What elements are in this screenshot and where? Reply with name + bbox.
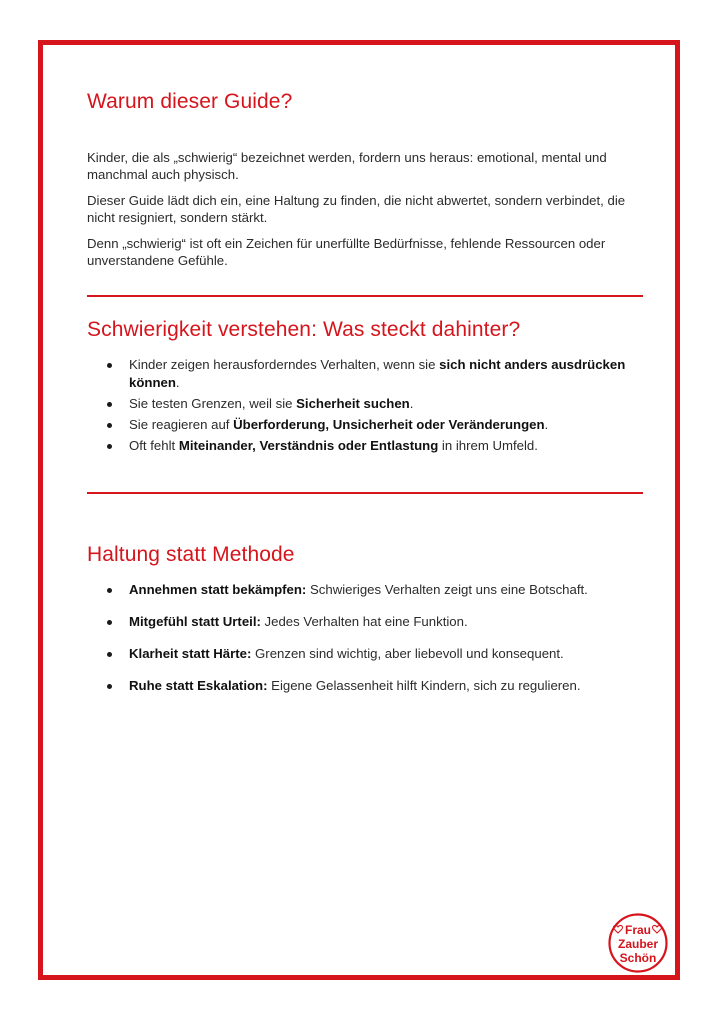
paragraph: Denn „schwierig“ ist oft ein Zeichen für unerfüllte Bedürfnisse, fehlende Ressourcen oder unverstandene Gefühle. (87, 236, 606, 268)
list-item: Annehmen statt bekämpfen: Schwieriges Verhalten zeigt uns eine Botschaft. (129, 581, 639, 599)
brand-logo (607, 912, 669, 974)
list-item: Sie reagieren auf Überforderung, Unsicherheit oder Veränderungen. (129, 416, 639, 434)
logo-text: Zauber (617, 937, 659, 951)
logo-text: Schön (619, 951, 657, 965)
list-item: Ruhe statt Eskalation: Eigene Gelassenheit hilft Kindern, sich zu regulieren. (129, 677, 639, 695)
logo-text: Frau (624, 923, 652, 937)
section-heading-attitude: Haltung statt Methode (87, 543, 295, 566)
bullet-list-causes (87, 356, 639, 458)
list-item: Sie testen Grenzen, weil sie Sicherheit suchen. (129, 395, 639, 413)
divider (87, 295, 643, 297)
paragraph: Dieser Guide lädt dich ein, eine Haltung zu finden, die nicht abwertet, sondern verbindet, die nicht resigniert, sondern stärkt. (87, 193, 626, 225)
divider (87, 492, 643, 494)
list-item: Kinder zeigen herausforderndes Verhalten, wenn sie sich nicht anders ausdrücken können. (129, 356, 639, 392)
section-heading-why: Warum dieser Guide? (87, 90, 293, 113)
list-item: Klarheit statt Härte: Grenzen sind wichtig, aber liebevoll und konsequent. (129, 645, 639, 663)
list-item: Oft fehlt Miteinander, Verständnis oder Entlastung in ihrem Umfeld. (129, 437, 639, 455)
paragraph: Kinder, die als „schwierig“ bezeichnet werden, fordern uns heraus: emotional, mental und manchmal auch physisch. (87, 150, 607, 182)
bullet-list-attitude (87, 581, 639, 709)
list-item: Mitgefühl statt Urteil: Jedes Verhalten hat eine Funktion. (129, 613, 639, 631)
section-heading-understanding: Schwierigkeit verstehen: Was steckt dahinter? (87, 318, 521, 341)
